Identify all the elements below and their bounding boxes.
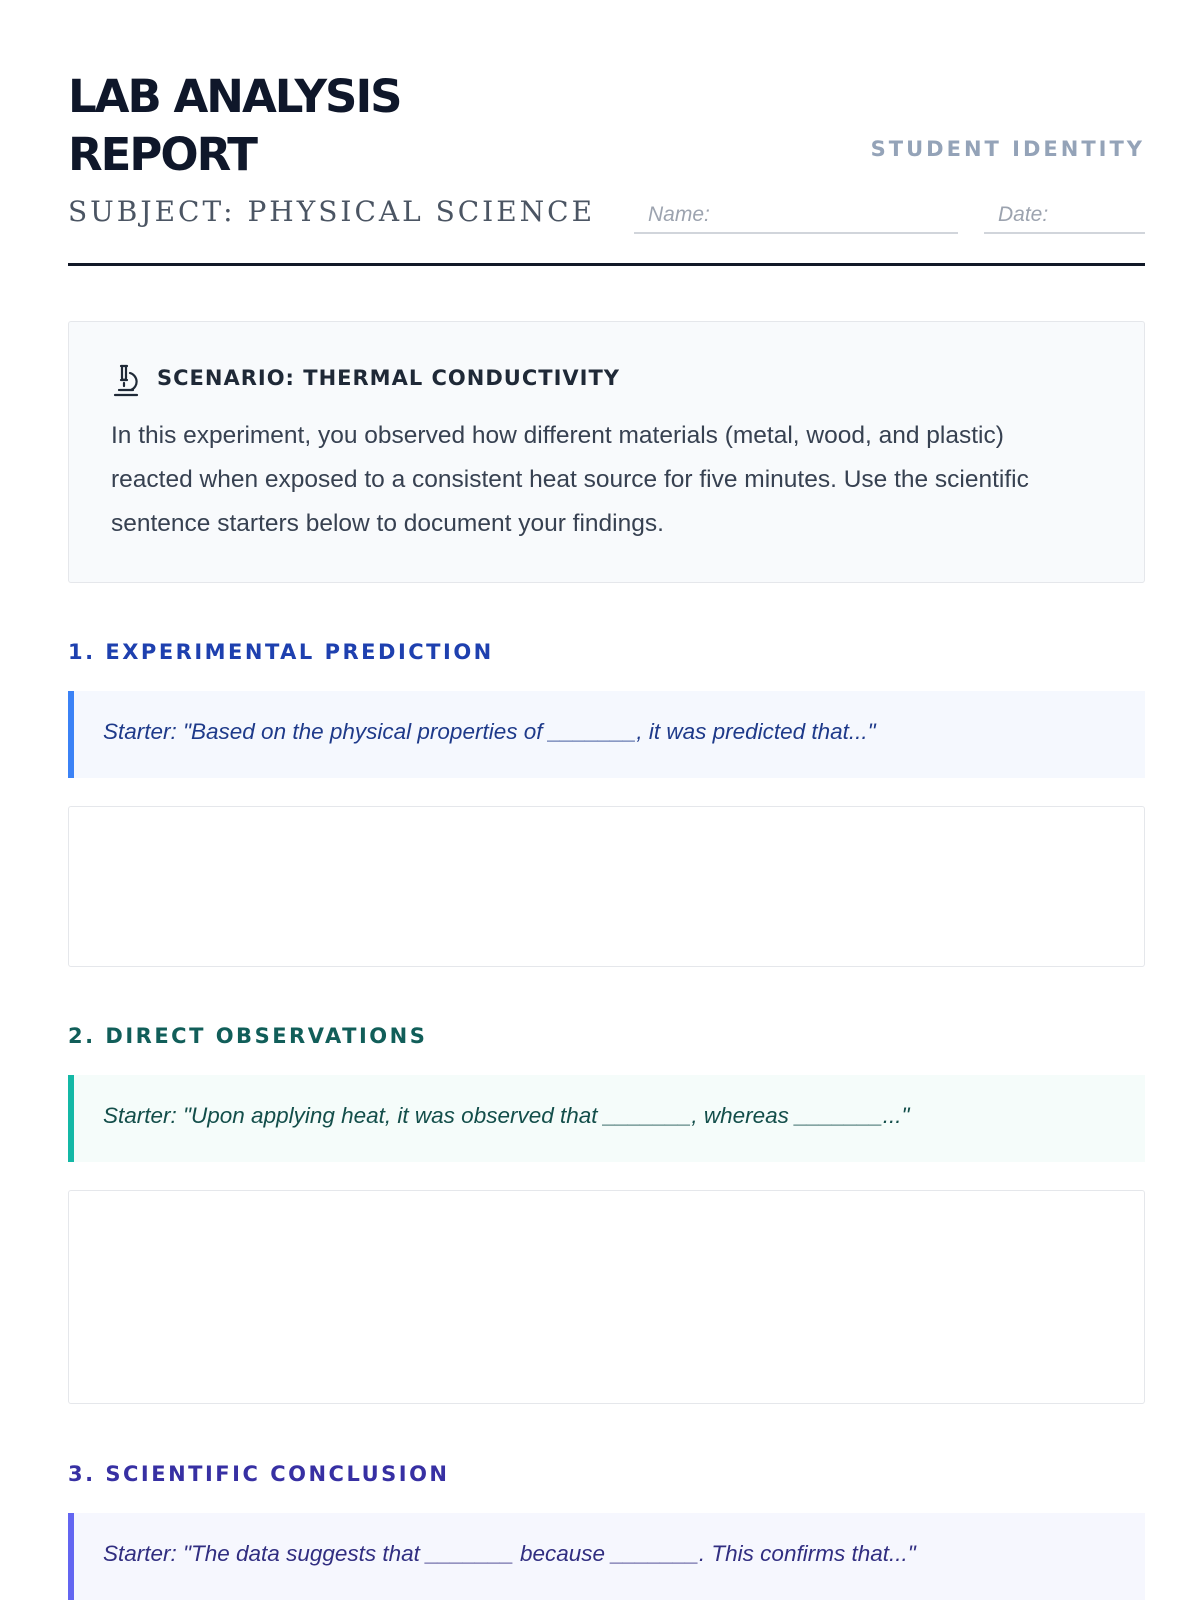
section-heading-observations: 2. DIRECT OBSERVATIONS (68, 1024, 428, 1048)
sentence-starter-prediction (68, 691, 1145, 778)
worksheet-page (68, 0, 1145, 1566)
subject-line: SUBJECT: PHYSICAL SCIENCE (68, 195, 596, 228)
starter-text: Starter: "Based on the physical properties of _______, it was predicted that..." (103, 719, 876, 744)
date-field-label: Date: (998, 203, 1049, 226)
student-identity-label: STUDENT IDENTITY (870, 137, 1145, 161)
name-field-label: Name: (648, 203, 710, 226)
scenario-box (68, 321, 1145, 583)
sentence-starter-observations (68, 1075, 1145, 1162)
name-field[interactable] (634, 200, 958, 234)
report-header (68, 0, 1145, 266)
date-field[interactable] (984, 200, 1145, 234)
answer-box-observations[interactable] (68, 1190, 1145, 1404)
answer-box-prediction[interactable] (68, 806, 1145, 967)
scenario-title: SCENARIO: THERMAL CONDUCTIVITY (157, 366, 620, 390)
scenario-description: In this experiment, you observed how different materials (metal, wood, and plastic) reacted when exposed to a consistent heat source for five minutes. Use the scientific sentence starters below to document your findings. (111, 422, 1029, 537)
microscope-icon (111, 364, 141, 398)
starter-text: Starter: "Upon applying heat, it was observed that _______, whereas _______..." (103, 1103, 910, 1128)
report-title: LAB ANALYSIS REPORT (68, 70, 401, 181)
section-heading-conclusion: 3. SCIENTIFIC CONCLUSION (68, 1462, 450, 1486)
section-heading-prediction: 1. EXPERIMENTAL PREDICTION (68, 640, 494, 664)
starter-text: Starter: "The data suggests that _______ because _______. This confirms that..." (103, 1541, 916, 1566)
sentence-starter-conclusion (68, 1513, 1145, 1600)
